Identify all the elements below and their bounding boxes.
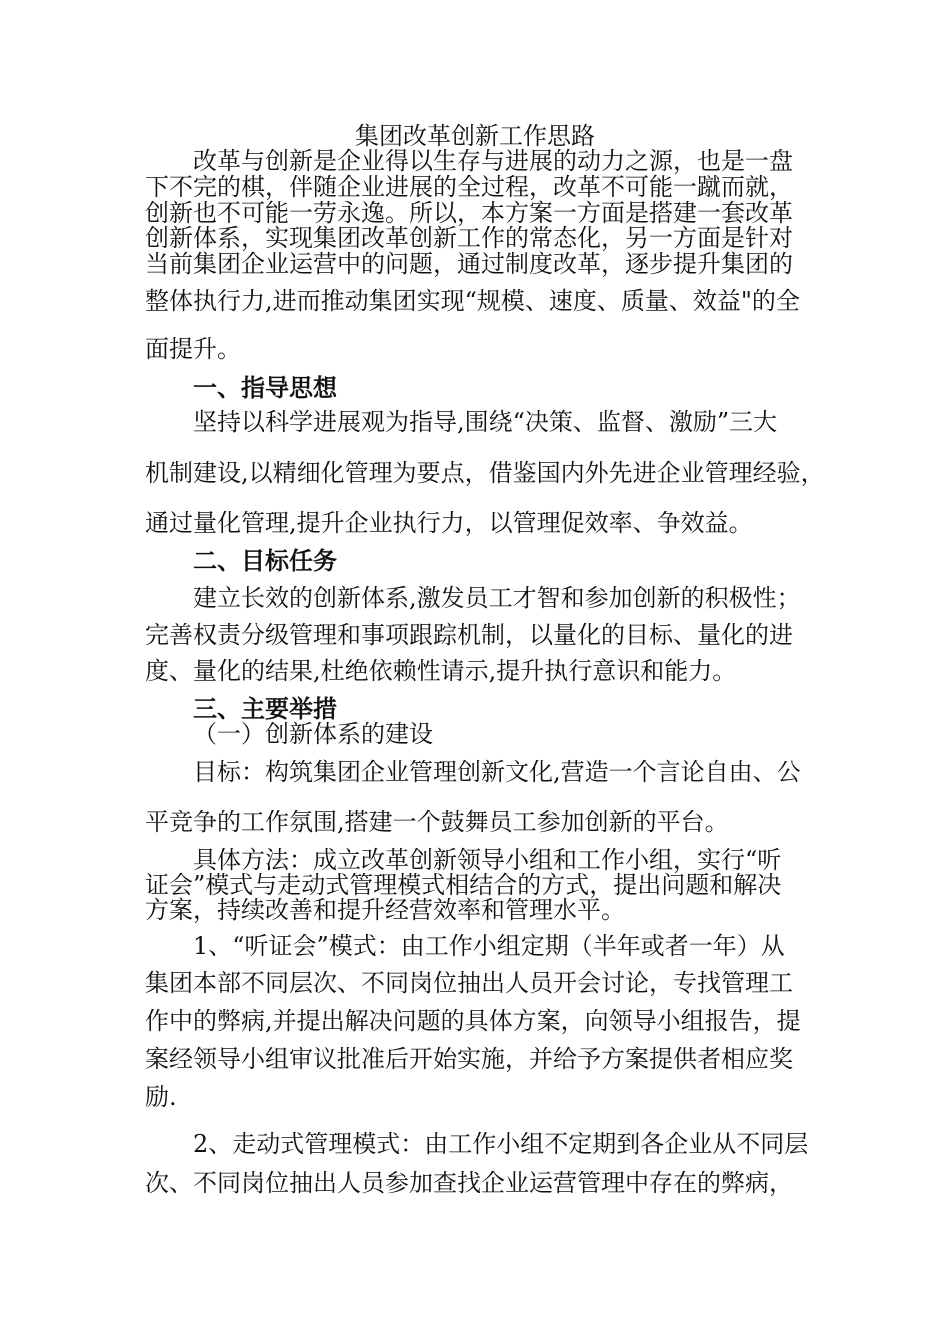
- item1-line-2: 集团本部不同层次、不同岗位抽出人员开会讨论，专找管理工: [145, 969, 793, 997]
- item1-line-3: 作中的弊病,并提出解决问题的具体方案，向领导小组报告，提: [145, 1007, 801, 1035]
- section2-line-1: 建立长效的创新体系,激发员工才智和参加创新的积极性；: [193, 584, 801, 612]
- intro-line-2: 下不完的棋，伴随企业进展的全过程，改革不可能一蹴而就，: [145, 173, 793, 201]
- intro-line-3: 创新也不可能一劳永逸。所以，本方案一方面是搭建一套改革: [145, 199, 793, 227]
- intro-line-7: 面提升。: [145, 335, 241, 363]
- item1-line-4: 案经领导小组审议批准后开始实施，并给予方案提供者相应奖: [145, 1045, 793, 1073]
- goal-line-1: 目标：构筑集团企业管理创新文化,营造一个言论自由、公: [193, 758, 801, 786]
- subsection-heading: （一）创新体系的建设: [193, 720, 433, 748]
- method-line-2: 证会”模式与走动式管理模式相结合的方式，提出问题和解决: [145, 871, 782, 899]
- method-line-1: 具体方法：成立改革创新领导小组和工作小组，实行“听: [193, 846, 782, 874]
- section-heading-goals: 二、目标任务: [193, 546, 337, 575]
- section1-line-2: 机制建设,以精细化管理为要点，借鉴国内外先进企业管理经验，: [145, 459, 825, 487]
- item1-line-5: 励.: [145, 1083, 177, 1111]
- section-heading-measures: 三、主要举措: [193, 694, 337, 723]
- method-line-3: 方案，持续改善和提升经营效率和管理水平。: [145, 896, 625, 924]
- section1-line-3: 通过量化管理,提升企业执行力，以管理促效率、争效益。: [145, 509, 753, 537]
- intro-line-1: 改革与创新是企业得以生存与进展的动力之源，也是一盘: [193, 147, 793, 175]
- intro-line-6: 整体执行力,进而推动集团实现“规模、速度、质量、效益"的全: [145, 287, 800, 315]
- intro-line-4: 创新体系，实现集团改革创新工作的常态化，另一方面是针对: [145, 224, 793, 252]
- section2-line-3: 度、量化的结果,杜绝依赖性请示,提升执行意识和能力。: [145, 657, 737, 685]
- document-title: 集团改革创新工作思路: [355, 122, 595, 150]
- intro-line-5: 当前集团企业运营中的问题，通过制度改革，逐步提升集团的: [145, 250, 793, 278]
- goal-line-2: 平竞争的工作氛围,搭建一个鼓舞员工参加创新的平台。: [145, 808, 729, 836]
- item2-line-2: 次、不同岗位抽出人员参加查找企业运营管理中存在的弊病，: [145, 1169, 793, 1197]
- item2-line-1: 2、走动式管理模式：由工作小组不定期到各企业从不同层: [193, 1130, 809, 1158]
- section2-line-2: 完善权责分级管理和事项跟踪机制，以量化的目标、量化的进: [145, 621, 793, 649]
- section1-line-1: 坚持以科学进展观为指导,围绕“决策、监督、激励”三大: [193, 408, 778, 436]
- item1-line-1: 1、“听证会”模式：由工作小组定期（半年或者一年）从: [193, 932, 785, 960]
- section-heading-guiding: 一、指导思想: [193, 373, 337, 402]
